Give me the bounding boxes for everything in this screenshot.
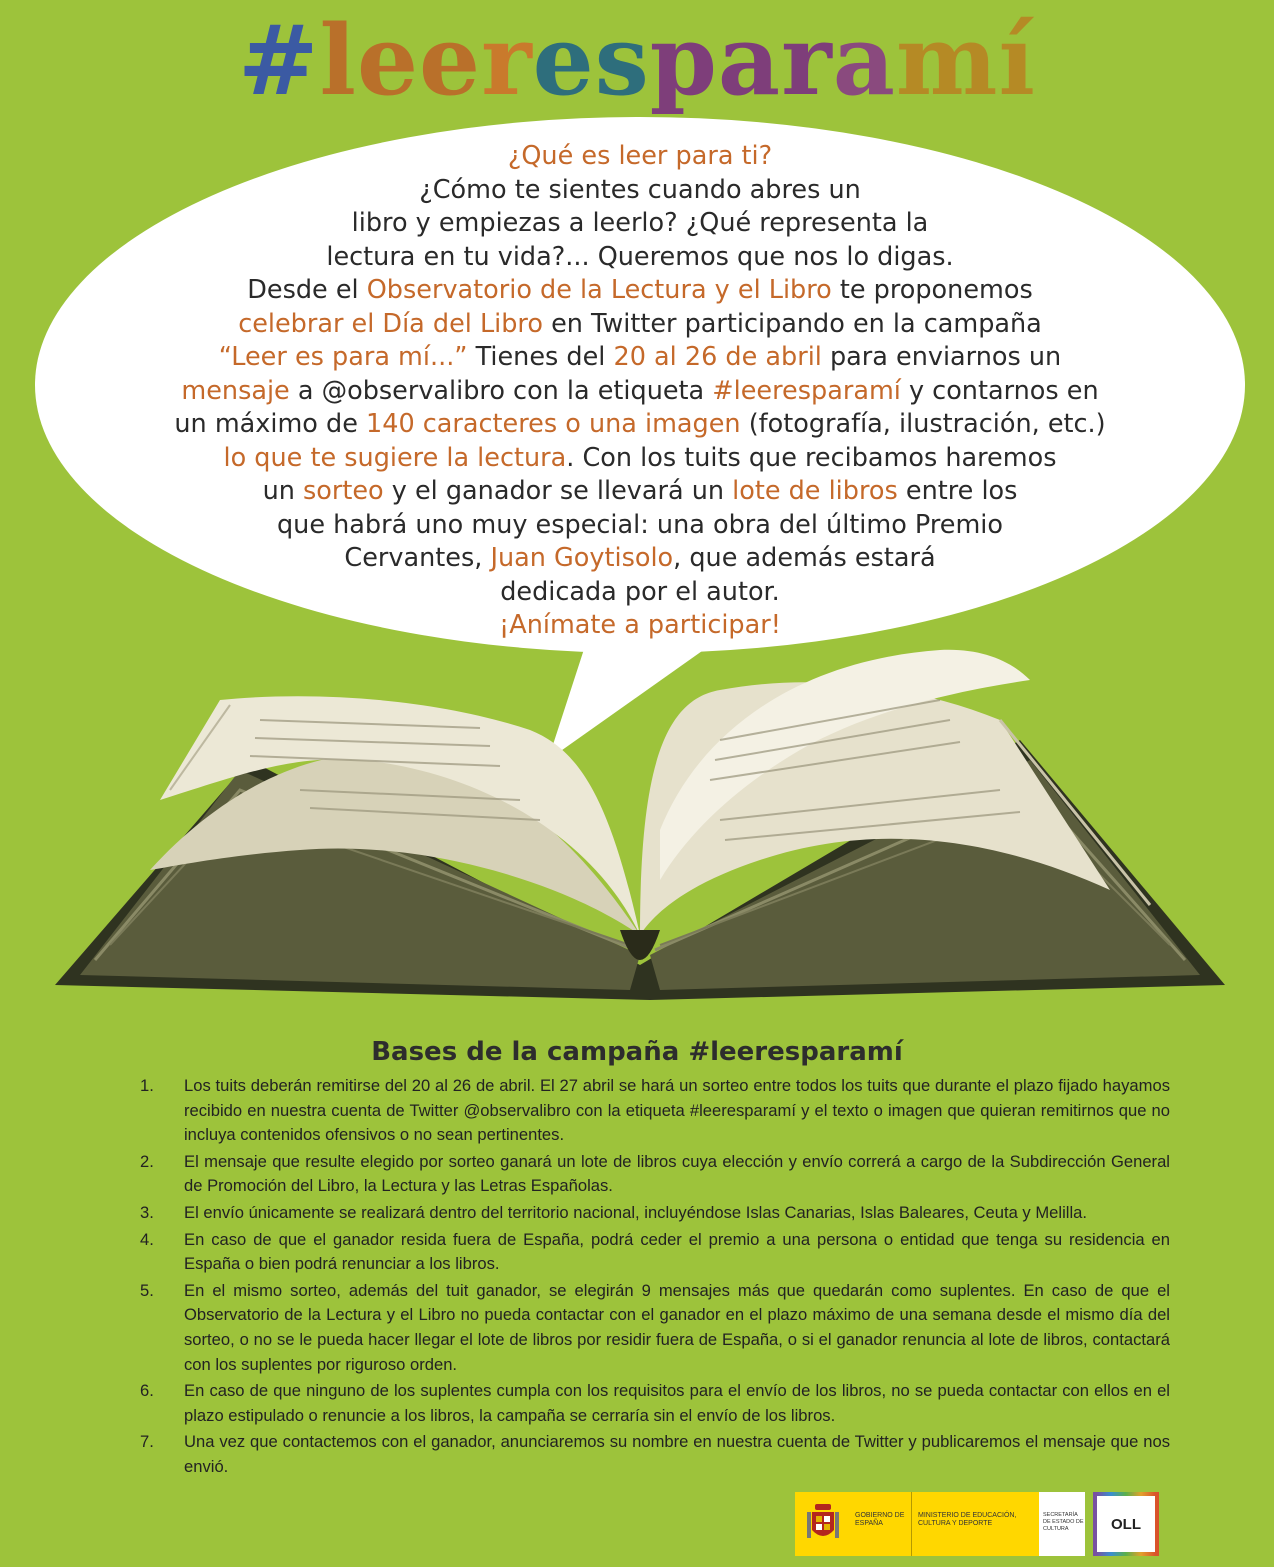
bubble-question: ¿Qué es leer para ti?	[507, 141, 773, 171]
bubble-line: mensaje a @observalibro con la etiqueta #leeresparamí y contarnos en	[181, 375, 1099, 406]
title-part: #	[238, 4, 320, 117]
bubble-line: libro y empiezas a leerlo? ¿Qué representa la	[351, 208, 929, 238]
oll-logo: OLL	[1093, 1492, 1159, 1556]
title-part: lee	[319, 4, 482, 117]
title-part: par	[649, 4, 833, 117]
bases-heading: Bases de la campaña #leeresparamí	[371, 1037, 903, 1067]
title-part: es	[532, 4, 650, 117]
rule-item: 4. En caso de que el ganador resida fuera de España, podrá ceder el premio a una persona o entidad que tenga su residencia en España o bien podrá renunciar a los libros.	[140, 1229, 1170, 1274]
bubble-line: celebrar el Día del Libro en Twitter participando en la campaña	[238, 308, 1042, 339]
bubble-line: un máximo de 140 caracteres o una imagen (fotografía, ilustración, etc.)	[174, 409, 1106, 439]
gobierno-ministerio-logo	[795, 1492, 1085, 1556]
secretaria-label: SECRETARÍA DE ESTADO DE CULTURA	[1039, 1492, 1085, 1556]
bubble-line: un sorteo y el ganador se llevará un lote de libros entre los	[262, 476, 1018, 506]
gobierno-label: GOBIERNO DE ESPAÑA	[855, 1512, 905, 1527]
bubble-line: lo que te sugiere la lectura. Con los tuits que recibamos haremos	[223, 442, 1057, 473]
title-part: mí	[895, 4, 1036, 117]
bubble-line: que habrá uno muy especial: una obra del último Premio	[277, 509, 1003, 540]
rule-item: 5. En el mismo sorteo, además del tuit ganador, se elegirán 9 mensajes más que quedarán como suplentes. En caso de que el Observatorio de la Lectura y el Libro no pueda contactar con el ganador en el plazo máximo de una semana desde el mismo día del sorteo, o no se le pueda hacer llegar el lote de libros por residir fuera de España, o si el ganador renuncia al lote de libros, contactará con los suplentes por riguroso orden.	[140, 1280, 1170, 1374]
coat-of-arms-icon	[795, 1492, 851, 1556]
rule-item: 3. El envío únicamente se realizará dentro del territorio nacional, incluyéndose Islas Canarias, Islas Baleares, Ceuta y Melilla.	[140, 1202, 1087, 1222]
bubble-call-to-action: ¡Anímate a participar!	[499, 610, 781, 640]
bubble-line: Cervantes, Juan Goytisolo, que además estará	[344, 543, 936, 573]
ministerio-label: MINISTERIO DE EDUCACIÓN, CULTURA Y DEPORTE	[911, 1492, 1039, 1556]
bubble-line: ¿Cómo te sientes cuando abres un	[419, 174, 861, 205]
rule-item: 1. Los tuits deberán remitirse del 20 al 26 de abril. El 27 abril se hará un sorteo entre todos los tuits que durante el plazo fijado hayamos recibido en nuestra cuenta de Twitter @observalibro con la etiqueta #leeresparamí y el texto o imagen que quieran remitirnos que no incluya contenidos ofensivos o no sean pertinentes.	[140, 1076, 1170, 1145]
bubble-line: lectura en tu vida?... Queremos que nos lo digas.	[326, 241, 954, 272]
title-part: a	[832, 4, 896, 117]
bubble-line: Desde el Observatorio de la Lectura y el Libro te proponemos	[247, 275, 1033, 305]
rule-item: 7. Una vez que contactemos con el ganador, anunciaremos su nombre en nuestra cuenta de Twitter y publicaremos el mensaje que nos envió.	[140, 1432, 1170, 1476]
bubble-line: “Leer es para mí...” Tienes del 20 al 26 de abril para enviarnos un	[218, 342, 1062, 372]
title-part: r	[481, 4, 533, 117]
rule-item: 2. El mensaje que resulte elegido por sorteo ganará un lote de libros cuya elección y envío correrá a cargo de la Subdirección General de Promoción del Libro, la Lectura y las Letras Españolas.	[140, 1151, 1170, 1196]
rules-list	[140, 1074, 1170, 1482]
observatorio-highlight: Observatorio de la Lectura y el Libro	[366, 275, 832, 305]
rule-item: 6. En caso de que ninguno de los suplentes cumpla con los requisitos para el envío de los libros, no se pueda contactar con ellos en el plazo estipulado o renuncie a los libros, la campaña se cerraría sin el envío de los libros.	[140, 1381, 1170, 1425]
bubble-line: dedicada por el autor.	[500, 576, 780, 607]
